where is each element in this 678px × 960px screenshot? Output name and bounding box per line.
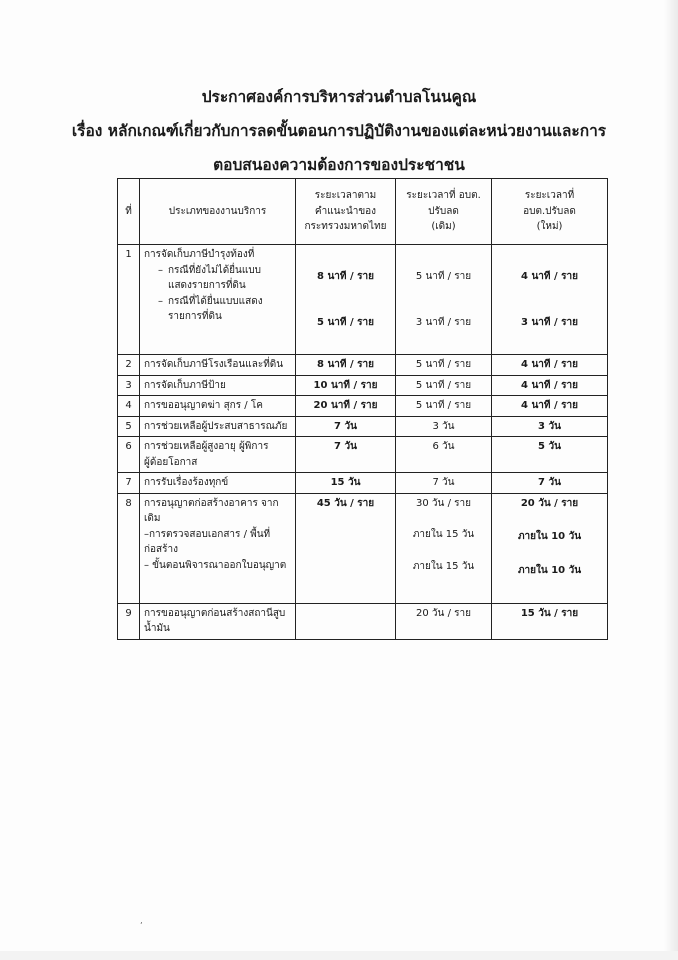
table-row xyxy=(118,375,608,396)
header-ministry-time: ระยะเวลาตาม คำแนะนำของ กระทรวงมหาดไทย xyxy=(296,179,396,245)
service-cell: การอนุญาตก่อสร้างอาคาร จาก เดิม –การตรวจสอบเอกสาร / พื้นที่ ก่อสร้าง – ขั้นตอนพิจารณาออกใบอนุญาต xyxy=(140,493,296,603)
header-old-time: ระยะเวลาที่ อบต. ปรับลด (เดิม) xyxy=(396,179,492,245)
header-new-time: ระยะเวลาที่ อบต.ปรับลด (ใหม่) xyxy=(492,179,608,245)
table-row xyxy=(118,493,608,603)
ministry-time-cell xyxy=(296,603,396,639)
old-time-cell: 7 วัน xyxy=(396,473,492,494)
row-no: 3 xyxy=(118,375,140,396)
title-line-1: ประกาศองค์การบริหารส่วนตำบลโนนคูณ xyxy=(201,88,477,106)
header-service: ประเภทของงานบริการ xyxy=(140,179,296,245)
row-no: 4 xyxy=(118,396,140,417)
old-time-cell: 3 วัน xyxy=(396,416,492,437)
title-line-3: ตอบสนองความต้องการของประชาชน xyxy=(213,156,465,174)
new-time-cell: 4 นาที / ราย xyxy=(492,396,608,417)
ministry-time-cell: 10 นาที / ราย xyxy=(296,375,396,396)
service-cell: การรับเรื่องร้องทุกข์ xyxy=(140,473,296,494)
row-no: 5 xyxy=(118,416,140,437)
new-time-cell: 3 วัน xyxy=(492,416,608,437)
old-time-cell: 5 นาที / ราย xyxy=(396,375,492,396)
service-cell: การจัดเก็บภาษีป้าย xyxy=(140,375,296,396)
row-no: 7 xyxy=(118,473,140,494)
service-time-table xyxy=(117,178,608,640)
service-cell: การช่วยเหลือผู้ประสบสาธารณภัย xyxy=(140,416,296,437)
service-cell: การขออนุญาตก่อนสร้างสถานีสูบ น้ำมัน xyxy=(140,603,296,639)
service-cell: การช่วยเหลือผู้สูงอายุ ผู้พิการ ผู้ด้อยโอกาส xyxy=(140,437,296,473)
table-row xyxy=(118,416,608,437)
table-row xyxy=(118,396,608,417)
table-row xyxy=(118,473,608,494)
stray-mark: ʼ xyxy=(140,921,143,930)
ministry-time-cell: 20 นาที / ราย xyxy=(296,396,396,417)
old-time-cell: 6 วัน xyxy=(396,437,492,473)
old-time-cell: 5 นาที / ราย 3 นาที / ราย xyxy=(396,245,492,355)
table-row xyxy=(118,355,608,376)
row-no: 6 xyxy=(118,437,140,473)
title-line-2: เรื่อง หลักเกณฑ์เกี่ยวกับการลดขั้นตอนการปฏิบัติงานของแต่ละหน่วยงานและการ xyxy=(71,122,607,140)
new-time-cell: 4 นาที / ราย 3 นาที / ราย xyxy=(492,245,608,355)
old-time-cell: 5 นาที / ราย xyxy=(396,396,492,417)
scan-shadow xyxy=(664,0,678,960)
row-no: 9 xyxy=(118,603,140,639)
new-time-cell: 7 วัน xyxy=(492,473,608,494)
old-time-cell: 20 วัน / ราย xyxy=(396,603,492,639)
ministry-time-cell: 8 นาที / ราย 5 นาที / ราย xyxy=(296,245,396,355)
ministry-time-cell: 8 นาที / ราย xyxy=(296,355,396,376)
service-cell: การขออนุญาตฆ่า สุกร / โค xyxy=(140,396,296,417)
table-row xyxy=(118,437,608,473)
new-time-cell: 4 นาที / ราย xyxy=(492,375,608,396)
ministry-time-cell: 15 วัน xyxy=(296,473,396,494)
table-row xyxy=(118,245,608,355)
row-no: 1 xyxy=(118,245,140,355)
page-bottom-band xyxy=(0,951,678,960)
row-no: 8 xyxy=(118,493,140,603)
ministry-time-cell: 45 วัน / ราย xyxy=(296,493,396,603)
new-time-cell: 15 วัน / ราย xyxy=(492,603,608,639)
header-no: ที่ xyxy=(118,179,140,245)
new-time-cell: 4 นาที / ราย xyxy=(492,355,608,376)
old-time-cell: 5 นาที / ราย xyxy=(396,355,492,376)
new-time-cell: 5 วัน xyxy=(492,437,608,473)
ministry-time-cell: 7 วัน xyxy=(296,416,396,437)
old-time-cell: 30 วัน / ราย ภายใน 15 วัน ภายใน 15 วัน xyxy=(396,493,492,603)
table-header-row xyxy=(118,179,608,245)
row-no: 2 xyxy=(118,355,140,376)
new-time-cell: 20 วัน / ราย ภายใน 10 วัน ภายใน 10 วัน xyxy=(492,493,608,603)
table-row xyxy=(118,603,608,639)
ministry-time-cell: 7 วัน xyxy=(296,437,396,473)
service-cell: การจัดเก็บภาษีโรงเรือนและที่ดิน xyxy=(140,355,296,376)
service-cell: การจัดเก็บภาษีบำรุงท้องที่ – กรณีที่ยังไม่ได้ยื่นแบบ แสดงรายการที่ดิน – กรณีที่ได้ยื่นแบบแสดง รายการที่ดิน xyxy=(140,245,296,355)
